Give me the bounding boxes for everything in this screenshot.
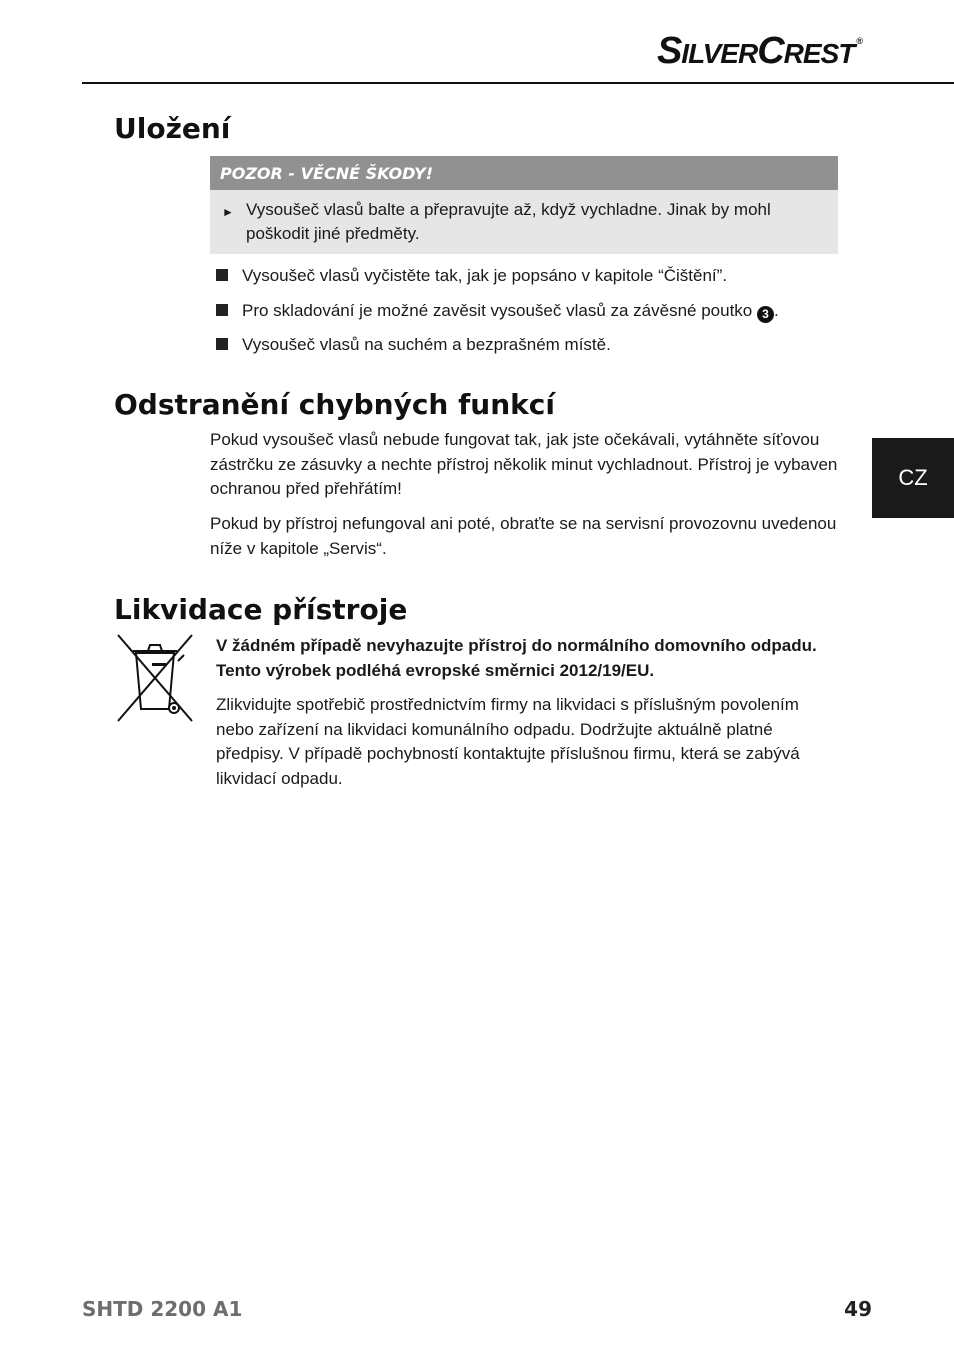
page-number: 49	[844, 1297, 872, 1321]
square-bullet-icon	[216, 269, 228, 281]
square-bullet-icon	[216, 338, 228, 350]
list-item: Vysoušeč vlasů na suchém a bezprašném místě.	[216, 334, 611, 356]
weee-crossed-bin-icon	[116, 633, 194, 725]
disposal-warning: V žádném případě nevyhazujte přístroj do normálního domovního odpadu. Tento výrobek podléhá evropské směrnici 2012/19/EU.	[216, 636, 817, 680]
warning-text: Vysoušeč vlasů balte a přepravujte až, když vychladne. Jinak by mohl poškodit jiné předměty.	[246, 200, 771, 243]
footer-model: SHTD 2200 A1	[82, 1297, 243, 1321]
header-rule	[82, 82, 954, 84]
disposal-title: Likvidace přístroje	[114, 593, 408, 626]
troubleshooting-paragraph-1: Pokud vysoušeč vlasů nebude fungovat tak, jak jste očekávali, vytáhněte síťovou zástrčku ze zásuvky a nechte přístroj několik minut vychladnout. Přístroj je vybaven ochranou před přehřátím!	[210, 430, 838, 498]
language-tab: CZ	[872, 438, 954, 518]
pointer-icon: ►	[222, 205, 234, 219]
warning-box	[210, 156, 838, 254]
reference-number: 3	[757, 306, 774, 323]
list-item: Pro skladování je možné zavěsit vysoušeč vlasů za závěsné poutko 3 .	[216, 300, 779, 323]
warning-body	[210, 190, 838, 246]
disposal-text: Zlikvidujte spotřebič prostřednictvím firmy na likvidaci s příslušným povolením nebo zařízení na likvidaci komunálního odpadu. Dodržujte aktuálně platné předpisy. V případě pochybností kontaktujte příslušnou firmu, která se zabývá likvidací odpadu.	[216, 695, 800, 788]
square-bullet-icon	[216, 304, 228, 316]
list-item: Vysoušeč vlasů vyčistěte tak, jak je popsáno v kapitole “Čištění”.	[216, 265, 727, 287]
storage-title: Uložení	[114, 112, 231, 145]
troubleshooting-title: Odstranění chybných funkcí	[114, 388, 555, 421]
warning-title: POZOR - VĚCNÉ ŠKODY!	[210, 156, 838, 190]
troubleshooting-paragraph-2: Pokud by přístroj nefungoval ani poté, obraťte se na servisní provozovnu uvedenou níže v kapitole „Servis“.	[210, 514, 837, 558]
brand-logo: SILVERCREST ®	[656, 30, 862, 72]
